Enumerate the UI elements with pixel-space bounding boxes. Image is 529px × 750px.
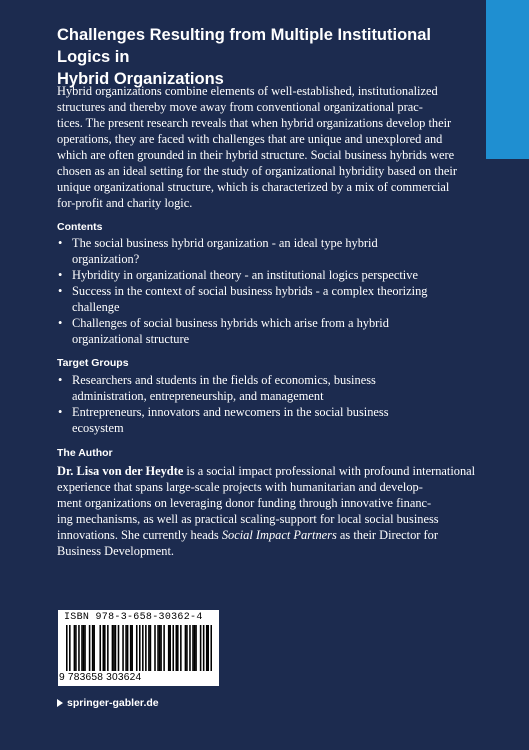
intro-paragraph: [57, 83, 477, 211]
list-item: [57, 283, 477, 315]
intro-line: structures and thereby move away from conventional organizational prac-: [57, 100, 423, 114]
title-line: Hybrid Organizations: [57, 70, 224, 88]
author-line: experience that spans large-scale projects with humanitarian and develop-: [57, 480, 423, 494]
intro-line: Hybrid organizations combine elements of well-established, institutionalized: [57, 84, 438, 98]
organization-name: Social Impact Partners: [221, 528, 337, 542]
intro-line: unique organizational structure, which is characterized by a mix of commercial: [57, 180, 450, 194]
author-line: [57, 527, 477, 543]
list-item-text: ecosystem: [72, 421, 124, 435]
author-line: Business Development.: [57, 544, 175, 558]
author-text: innovations. She currently heads: [57, 528, 222, 542]
website-link[interactable]: [57, 697, 159, 709]
title-line: Challenges Resulting from Multiple Institutional Logics in: [57, 26, 432, 66]
intro-line: chosen as an ideal setting for the study of organizational hybridity based on their: [57, 164, 457, 178]
list-item: [57, 372, 477, 404]
author-name: Dr. Lisa von der Heydte: [57, 464, 184, 478]
author-bio: [57, 463, 477, 559]
list-item: [57, 404, 477, 436]
list-item-text: challenge: [72, 300, 120, 314]
barcode-image: [66, 625, 212, 671]
author-heading: The Author: [57, 447, 113, 459]
contents-list: [57, 235, 477, 347]
intro-line: tices. The present research reveals that when hybrid organizations develop their: [57, 116, 452, 130]
author-text: is a social impact professional with profound international: [183, 464, 476, 478]
intro-line: which are often grounded in their hybrid structure. Social business hybrids were: [57, 148, 455, 162]
website-text: springer-gabler.de: [67, 697, 159, 709]
contents-heading: Contents: [57, 221, 103, 233]
list-item: [57, 315, 477, 347]
author-line: [57, 463, 477, 479]
book-title: [57, 24, 457, 90]
isbn-barcode: [58, 610, 219, 686]
list-item-text: organization?: [72, 252, 140, 266]
list-item-text: • Researchers and students in the fields of economics, business: [72, 373, 376, 387]
accent-bar: [486, 0, 529, 159]
list-item: [57, 235, 477, 267]
list-item-text: • Hybridity in organizational theory - an institutional logics perspective: [72, 268, 418, 282]
list-item-text: organizational structure: [72, 332, 190, 346]
target-groups-list: [57, 372, 477, 436]
list-item: [57, 267, 477, 283]
arrow-right-icon: [57, 699, 63, 707]
intro-line: operations, they are faced with challenges that are unique and unexplored and: [57, 132, 443, 146]
target-groups-heading: Target Groups: [57, 357, 129, 369]
list-item-text: administration, entrepreneurship, and management: [72, 389, 324, 403]
barcode-digits: 9 783658 303624: [59, 672, 142, 683]
isbn-label: ISBN 978-3-658-30362-4: [64, 612, 203, 623]
list-item-text: • The social business hybrid organization - an ideal type hybrid: [72, 236, 378, 250]
list-item-text: • Success in the context of social business hybrids - a complex theorizing: [72, 284, 428, 298]
author-line: ing mechanisms, as well as practical scaling-support for local social business: [57, 512, 439, 526]
list-item-text: • Challenges of social business hybrids which arise from a hybrid: [72, 316, 389, 330]
list-item-text: • Entrepreneurs, innovators and newcomers in the social business: [72, 405, 389, 419]
intro-line: for-profit and charity logic.: [57, 196, 193, 210]
author-line: ment organizations on leveraging donor funding through innovative financ-: [57, 496, 432, 510]
author-text: as their Director for: [336, 528, 438, 542]
